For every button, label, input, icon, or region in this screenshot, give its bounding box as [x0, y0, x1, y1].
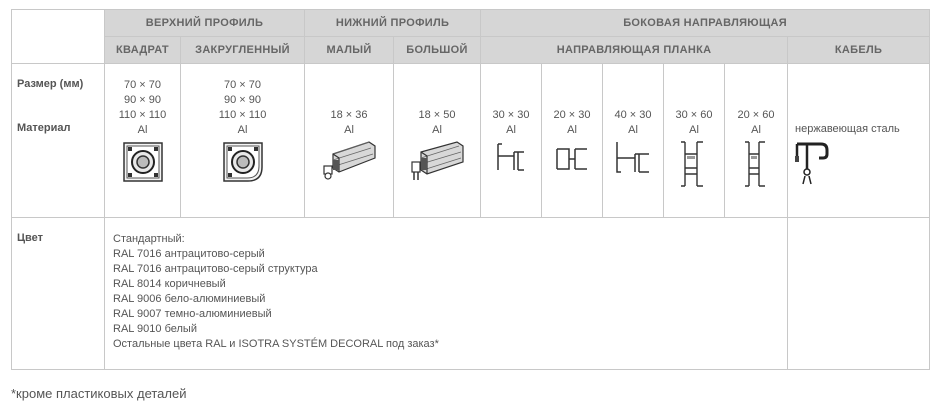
size-value: 18 × 50: [418, 109, 456, 121]
material-value: Al: [689, 124, 699, 136]
size-value: 90 × 90: [224, 94, 262, 106]
header-top-profile: ВЕРХНИЙ ПРОФИЛЬ: [105, 10, 305, 37]
color-label: Цвет: [17, 232, 44, 244]
color-item: Остальные цвета RAL и ISOTRA SYSTÉM DECORAL под заказ*: [113, 338, 439, 350]
guide-rail-30x60-icon: [679, 140, 709, 188]
cell-square: [105, 64, 181, 218]
color-item: RAL 7016 антрацитово-серый структура: [113, 263, 318, 275]
cable-color-cell: [788, 218, 930, 370]
size-value: 40 × 30: [614, 109, 652, 121]
guide-rail-40x30-icon: [613, 140, 653, 174]
cell-cable: [788, 64, 930, 218]
spec-table: [11, 9, 930, 370]
size-value: 18 × 36: [330, 109, 368, 121]
material-value: Al: [344, 124, 354, 136]
size-value: 30 × 30: [492, 109, 530, 121]
rounded-profile-icon: [223, 142, 263, 182]
cell-guide-30x60: [664, 64, 725, 218]
color-item: RAL 9006 бело-алюминиевый: [113, 293, 266, 305]
cable-material: нержавеющая сталь: [795, 123, 900, 135]
square-profile-icon: [123, 142, 163, 182]
material-value: Al: [751, 124, 761, 136]
cell-guide-20x30: [542, 64, 603, 218]
header-side-guide: БОКОВАЯ НАПРАВЛЯЮЩАЯ: [481, 10, 930, 37]
material-value: Al: [432, 124, 442, 136]
small-bottom-profile-icon: [321, 140, 377, 182]
header-bottom-profile: НИЖНИЙ ПРОФИЛЬ: [305, 10, 481, 37]
header-square: КВАДРАТ: [105, 37, 181, 64]
material-value: Al: [506, 124, 516, 136]
material-value: Al: [567, 124, 577, 136]
header-cable: КАБЕЛЬ: [788, 37, 930, 64]
size-value: 20 × 60: [737, 109, 775, 121]
color-item: RAL 9007 темно-алюминиевый: [113, 308, 272, 320]
corner-cell: [12, 10, 105, 64]
cell-guide-30x30: [481, 64, 542, 218]
header-small: МАЛЫЙ: [305, 37, 394, 64]
cell-large: [394, 64, 481, 218]
size-label: Размер (мм): [17, 78, 84, 90]
size-value: 90 × 90: [123, 94, 161, 106]
cable-holder-icon: [793, 140, 829, 186]
size-value: 70 × 70: [224, 79, 262, 91]
cell-guide-20x60: [725, 64, 788, 218]
header-large: БОЛЬШОЙ: [394, 37, 481, 64]
material-label: Материал: [17, 122, 71, 134]
guide-rail-30x30-icon: [494, 142, 528, 172]
color-list: [105, 218, 788, 370]
size-value: 30 × 60: [675, 109, 713, 121]
size-value: 110 × 110: [218, 109, 267, 121]
color-item: RAL 8014 коричневый: [113, 278, 226, 290]
guide-rail-20x30-icon: [555, 147, 589, 171]
size-value: 70 × 70: [123, 79, 161, 91]
footnote: *кроме пластиковых деталей: [11, 386, 187, 401]
row-label-color: [12, 218, 105, 370]
cell-rounded: [181, 64, 305, 218]
color-item: RAL 7016 антрацитово-серый: [113, 248, 265, 260]
cell-small: [305, 64, 394, 218]
header-rounded: ЗАКРУГЛЕННЫЙ: [181, 37, 305, 64]
guide-rail-20x60-icon: [743, 140, 769, 188]
large-bottom-profile-icon: [409, 140, 465, 184]
color-item: RAL 9010 белый: [113, 323, 197, 335]
row-label-size-material: [12, 64, 105, 218]
size-value: 110 × 110: [118, 109, 167, 121]
color-item: Стандартный:: [113, 233, 185, 245]
material-value: Al: [237, 124, 248, 136]
header-guide-rail: НАПРАВЛЯЮЩАЯ ПЛАНКА: [481, 37, 788, 64]
material-value: Al: [137, 124, 148, 136]
size-value: 20 × 30: [553, 109, 591, 121]
cell-guide-40x30: [603, 64, 664, 218]
material-value: Al: [628, 124, 638, 136]
